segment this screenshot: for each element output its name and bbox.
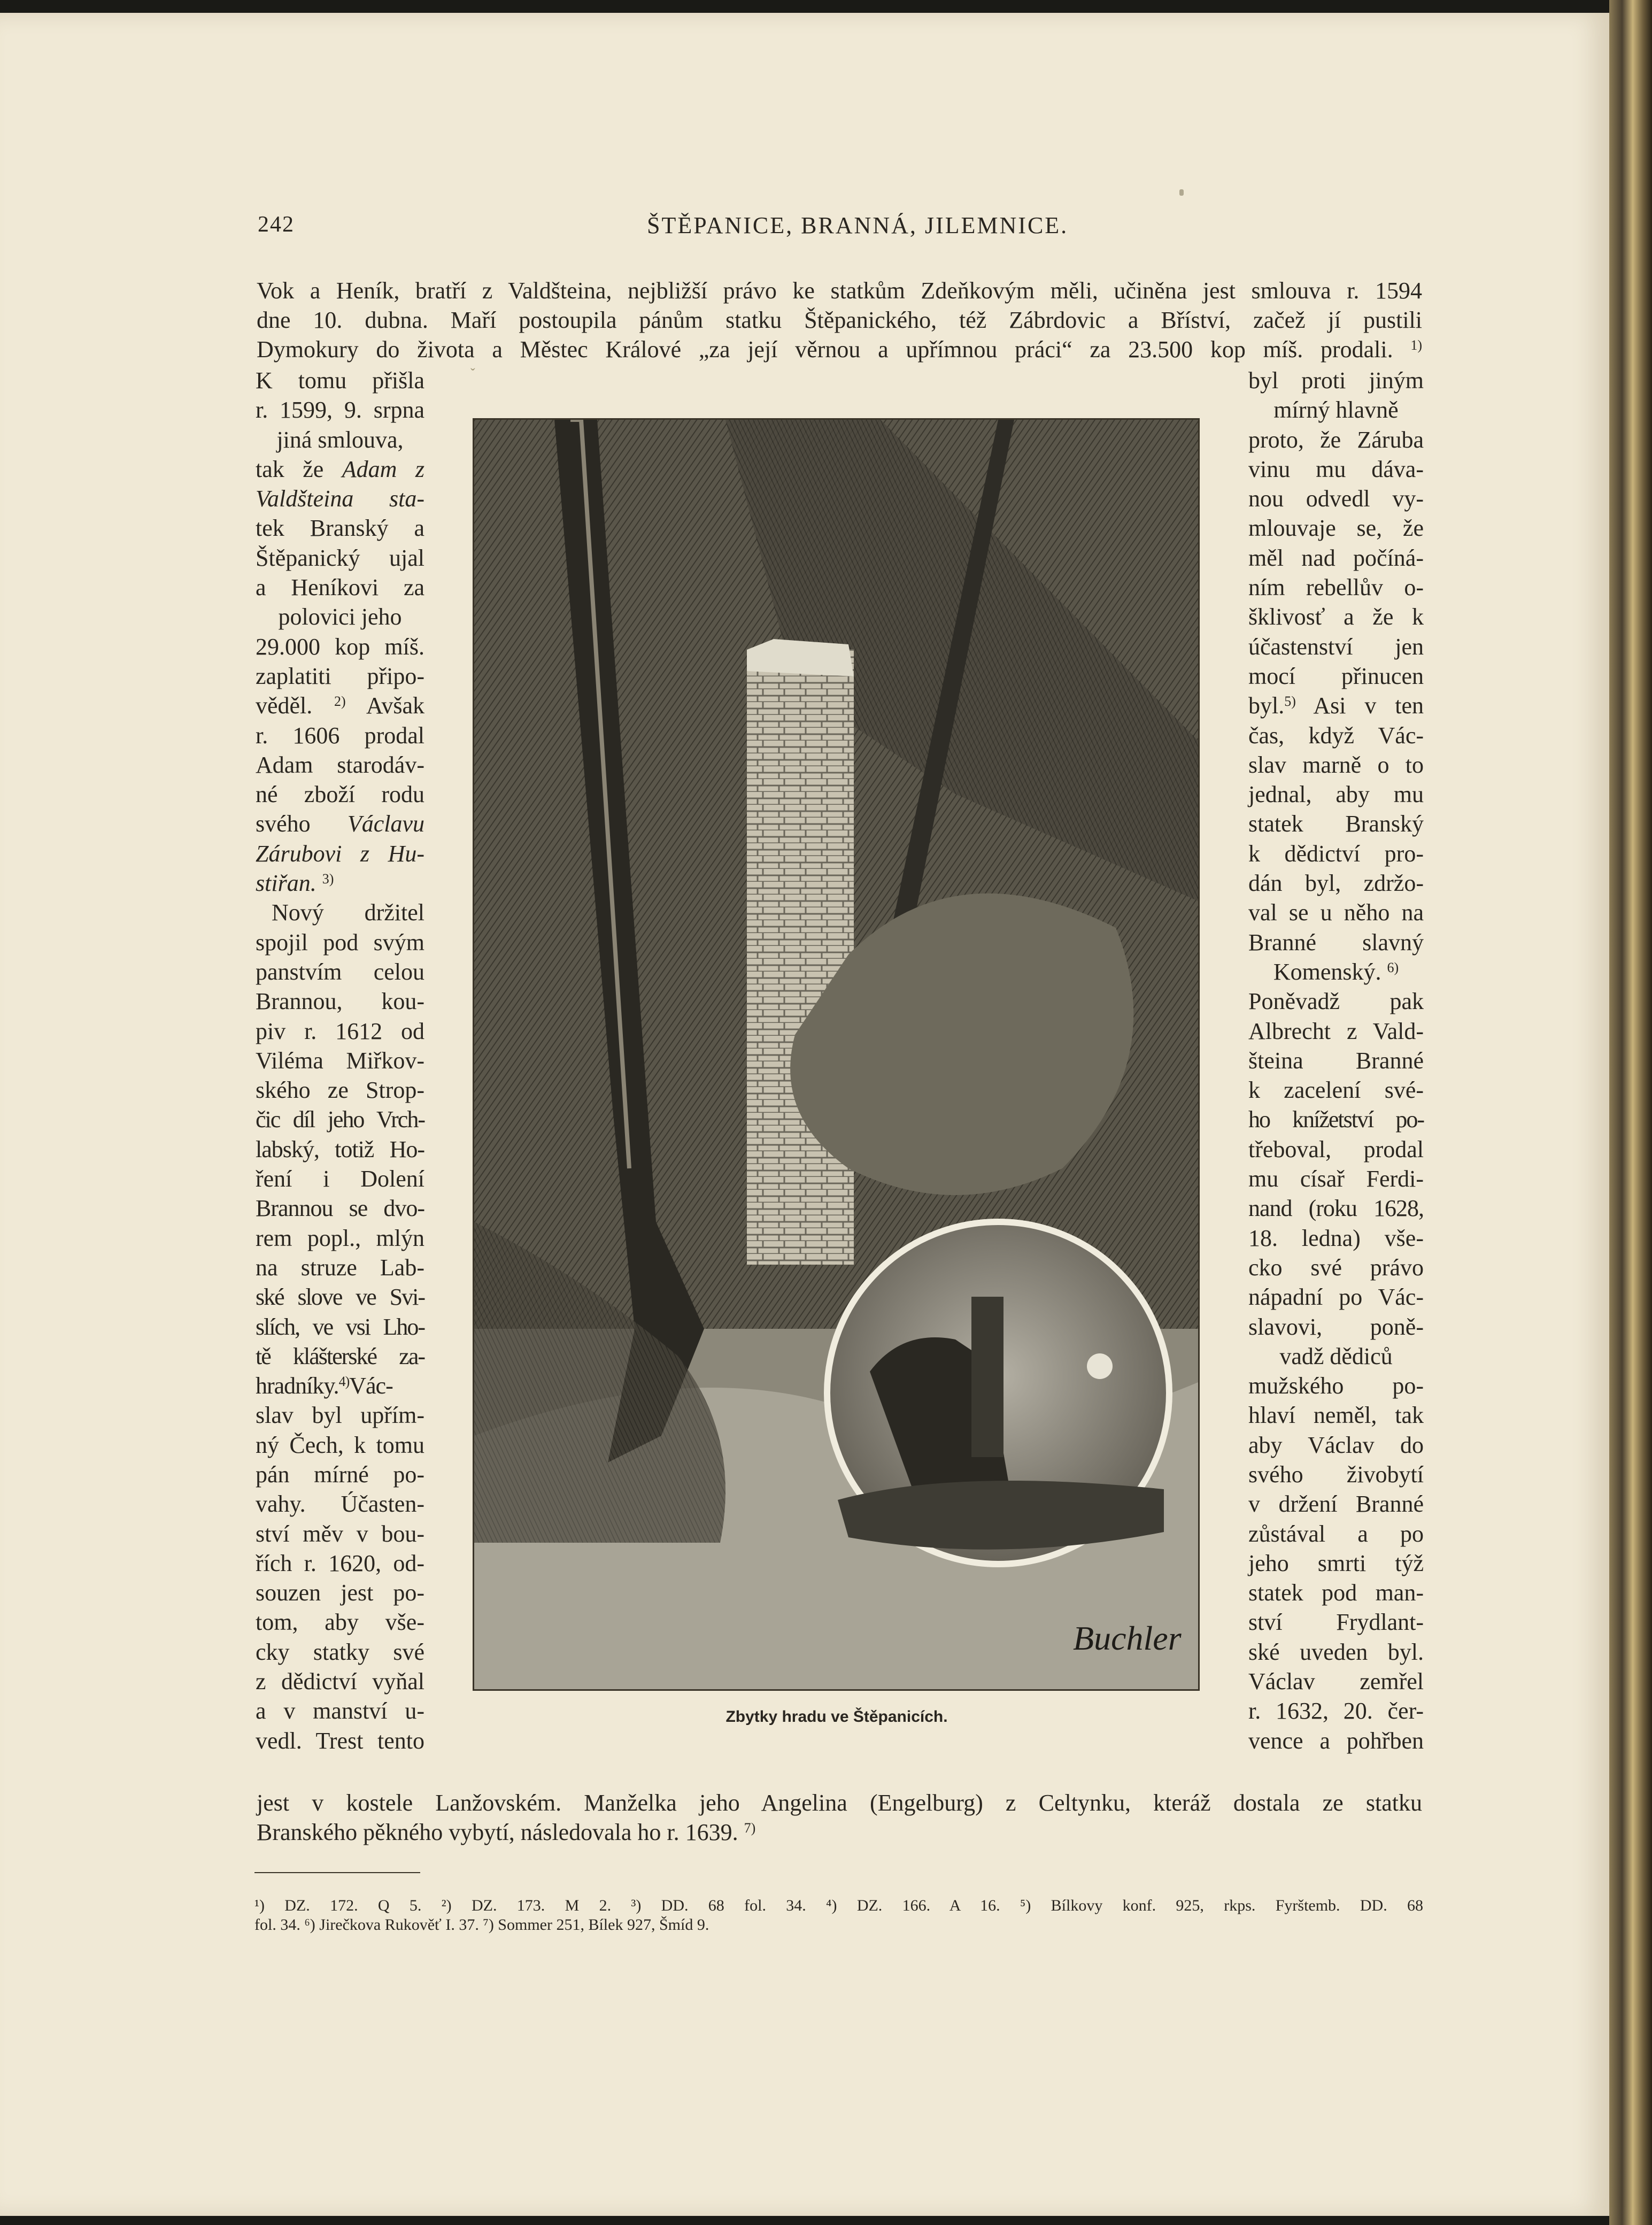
text-line: Nový držitel <box>272 899 424 926</box>
text-fragment: byl. <box>1248 692 1285 719</box>
text-line: ho knížetství po- <box>1248 1106 1424 1133</box>
engraving-illustration <box>473 418 1200 1691</box>
text-line <box>1248 691 1424 720</box>
text-line: nápadní po Vác- <box>1248 1284 1424 1311</box>
text-line <box>256 1371 424 1400</box>
text-line <box>256 809 424 838</box>
text-line: tom, aby vše- <box>256 1609 424 1636</box>
name-vaclavu: Václavu <box>347 811 424 837</box>
text-line: ný Čech, k tomu <box>256 1431 424 1458</box>
text-line: ské slove ve Svi- <box>256 1284 424 1311</box>
text-line: a v manství u- <box>256 1698 424 1724</box>
text-line: mužského po- <box>1248 1373 1424 1399</box>
note-mark: 7) <box>744 1820 756 1836</box>
footnote-rule <box>254 1872 420 1873</box>
text-line <box>256 691 424 720</box>
name-valdsteina: Valdšteina sta- <box>256 486 424 512</box>
text-line: spojil pod svým <box>256 929 424 956</box>
note-mark: 6) <box>1387 959 1399 975</box>
text-fragment: z Hu- <box>360 840 424 867</box>
text-line <box>256 455 424 484</box>
text-line: hlaví neměl, tak <box>1248 1402 1424 1429</box>
text-fragment: Avšak <box>366 692 424 719</box>
intro-line-text: Dymokury do života a Městec Králové „za její věrnou a upřímnou práci“ za 23.500 kop míš. prodali. <box>257 336 1393 363</box>
text-line: slavovi, poně- <box>1248 1313 1424 1340</box>
text-line: Brannou, kou- <box>256 988 424 1015</box>
text-line: Štěpanický ujal <box>256 544 424 571</box>
note-mark: 3) <box>322 871 334 887</box>
text-line: šklivosť a že k <box>1248 604 1424 630</box>
text-fragment: věděl. <box>256 692 313 719</box>
intro-line: Vok a Heník, bratří z Valdšteina, nejbližší právo ke statkům Zdeňkovým měli, učiněna jest smlouva r. 1594 <box>257 278 1422 304</box>
text-line: vahy. Účasten- <box>256 1491 424 1518</box>
text-line: rem popl., mlýn <box>256 1225 424 1251</box>
text-line: vinu mu dáva- <box>1248 456 1424 482</box>
text-line: slích, ve vsi Lho- <box>256 1313 424 1340</box>
text-line: Albrecht z Vald- <box>1248 1018 1424 1044</box>
text-line: mu císař Ferdi- <box>1248 1166 1424 1192</box>
text-fragment: tak že <box>256 456 324 482</box>
text-line: pán mírné po- <box>256 1461 424 1488</box>
text-line: Adam starodáv- <box>256 751 424 778</box>
text-line: čas, když Vác- <box>1248 722 1424 749</box>
text-line: proto, že Záruba <box>1248 426 1424 453</box>
text-line: tek Branský a <box>256 515 424 542</box>
text-fragment: Asi v ten <box>1313 692 1424 719</box>
text-line: účastenství jen <box>1248 633 1424 660</box>
text-line <box>256 868 424 898</box>
text-line: na struze Lab- <box>256 1254 424 1281</box>
text-line: tě klášterské za- <box>256 1343 424 1369</box>
intro-line: dne 10. dubna. Maří postoupila pánům statku Štěpanického, též Zábrdovic a Bříství, začež jí pustili <box>257 307 1422 333</box>
text-line: val se u něho na <box>1248 899 1424 926</box>
text-line: cko své právo <box>1248 1254 1424 1281</box>
text-fragment: z <box>415 456 424 482</box>
text-line: ské uveden byl. <box>1248 1638 1424 1665</box>
text-line: jeho smrti týž <box>1248 1550 1424 1576</box>
text-line: mlouvaje se, že <box>1248 515 1424 542</box>
text-line: Brannou se dvo- <box>256 1195 424 1222</box>
text-line <box>256 839 424 868</box>
text-line: nand (roku 1628, <box>1248 1195 1424 1222</box>
text-fragment: svého <box>256 811 311 837</box>
text-line: z dědictví vyňal <box>256 1668 424 1695</box>
text-line: šteina Branné <box>1248 1047 1424 1074</box>
text-line: K tomu přišla <box>256 367 424 394</box>
text-fragment: Branského pěkného vybytí, následovala ho r. 1639. <box>257 1819 738 1845</box>
text-line: vedl. Trest tento <box>256 1727 424 1754</box>
text-line: v držení Branné <box>1248 1491 1424 1518</box>
text-line: třeboval, prodal <box>1248 1136 1424 1162</box>
text-line: polovici jeho <box>278 604 402 630</box>
text-line: statek Branský <box>1248 811 1424 837</box>
text-line: slav byl upřím- <box>256 1402 424 1429</box>
text-line: jednal, aby mu <box>1248 781 1424 808</box>
closing-line: jest v kostele Lanžovském. Manželka jeho Angelina (Engelburg) z Celtynku, kteráž dostala ze statku <box>257 1790 1422 1816</box>
text-line: jiná smlouva, <box>276 426 404 453</box>
text-line <box>1248 957 1424 987</box>
text-line: 29.000 kop míš. <box>256 633 424 660</box>
text-line: panstvím celou <box>256 958 424 985</box>
text-line: ství Frydlant- <box>1248 1609 1424 1636</box>
running-title: ŠTĚPANICE, BRANNÁ, JILEMNICE. <box>647 212 1069 238</box>
text-line: k zacelení své- <box>1248 1077 1424 1104</box>
left-text-column <box>256 366 424 1756</box>
artist-signature: Buchler <box>1073 1619 1182 1657</box>
right-text-column <box>1248 366 1424 1756</box>
ruin-tower <box>747 650 854 1265</box>
text-line: mocí přinucen <box>1248 663 1424 689</box>
note-mark: 2) <box>334 694 346 710</box>
closing-line <box>257 1818 1422 1847</box>
text-line: měl nad počíná- <box>1248 544 1424 571</box>
text-line: čic díl jeho Vrch- <box>256 1106 424 1133</box>
text-line: mírný hlavně <box>1273 397 1399 424</box>
text-line: a Heníkovi za <box>256 574 424 601</box>
intro-line <box>257 335 1422 364</box>
book-page <box>0 13 1609 2216</box>
footnotes <box>254 1896 1423 1935</box>
ruin-forest-engraving <box>474 420 1198 1689</box>
text-line: r. 1606 prodal <box>256 722 424 749</box>
text-line <box>256 484 424 513</box>
text-line: piv r. 1612 od <box>256 1018 424 1044</box>
text-line: slav marně o to <box>1248 751 1424 778</box>
text-line: byl proti jiným <box>1248 367 1424 394</box>
figure-caption: Zbytky hradu ve Štěpanicích. <box>725 1708 948 1726</box>
note-mark: 1) <box>1410 337 1423 353</box>
name-adam: Adam <box>342 456 397 482</box>
text-line: dán byl, zdržo- <box>1248 870 1424 897</box>
text-line: ření i Dolení <box>256 1166 424 1192</box>
text-line: né zboží rodu <box>256 781 424 808</box>
text-line: Branné slavný <box>1248 929 1424 956</box>
text-line: nou odvedl vy- <box>1248 486 1424 512</box>
text-line: ním rebellův o- <box>1248 574 1424 601</box>
text-fragment: hradníky. <box>256 1373 339 1399</box>
text-fragment: Komenský. <box>1273 958 1381 985</box>
text-line: cky statky své <box>256 1638 424 1665</box>
paper-speck <box>1179 189 1184 196</box>
text-line: zaplatiti připo- <box>256 663 424 689</box>
text-fragment: Vác- <box>349 1373 393 1399</box>
text-line: r. 1632, 20. čer- <box>1248 1698 1424 1724</box>
note-mark: 4) <box>338 1374 350 1390</box>
text-line: řích r. 1620, od- <box>256 1550 424 1576</box>
text-line: ství měv v bou- <box>256 1520 424 1547</box>
footnote-line: ¹) DZ. 172. Q 5. ²) DZ. 173. M 2. ³) DD. 68 fol. 34. ⁴) DZ. 166. A 16. ⁵) Bílkovy konf. 925, rkps. Fyrštemb. DD. 68 <box>254 1897 1423 1914</box>
text-line: 18. ledna) vše- <box>1248 1225 1424 1251</box>
note-mark: 5) <box>1284 694 1296 710</box>
text-line: ského ze Strop- <box>256 1077 424 1104</box>
text-line: aby Václav do <box>1248 1431 1424 1458</box>
text-line: statek pod man- <box>1248 1580 1424 1606</box>
text-line: svého živobytí <box>1248 1461 1424 1488</box>
name-zarubovi: Zárubovi <box>256 840 342 867</box>
page-number: 242 <box>258 212 295 237</box>
text-fragment: stiřan. <box>256 870 316 897</box>
ink-mark: ˇ <box>470 366 475 381</box>
text-line: r. 1599, 9. srpna <box>256 397 424 424</box>
book-spine-edge <box>1609 0 1652 2225</box>
text-line: k dědictví pro- <box>1248 840 1424 867</box>
text-line: Poněvadž pak <box>1248 988 1424 1015</box>
text-line: zůstával a po <box>1248 1520 1424 1547</box>
text-line: souzen jest po- <box>256 1580 424 1606</box>
text-line: Václav zemřel <box>1248 1668 1424 1695</box>
moonlit-ruin-vignette <box>827 1222 1169 1564</box>
text-line: labský, totiž Ho- <box>256 1136 424 1162</box>
text-line: Viléma Miřkov- <box>256 1047 424 1074</box>
text-line: vence a pohřben <box>1248 1727 1424 1754</box>
footnote-line: fol. 34. ⁶) Jirečkova Rukověť I. 37. ⁷) Sommer 251, Bílek 927, Šmíd 9. <box>254 1916 709 1934</box>
tower-top <box>747 639 854 676</box>
text-line: vadž dědiců <box>1279 1343 1393 1369</box>
